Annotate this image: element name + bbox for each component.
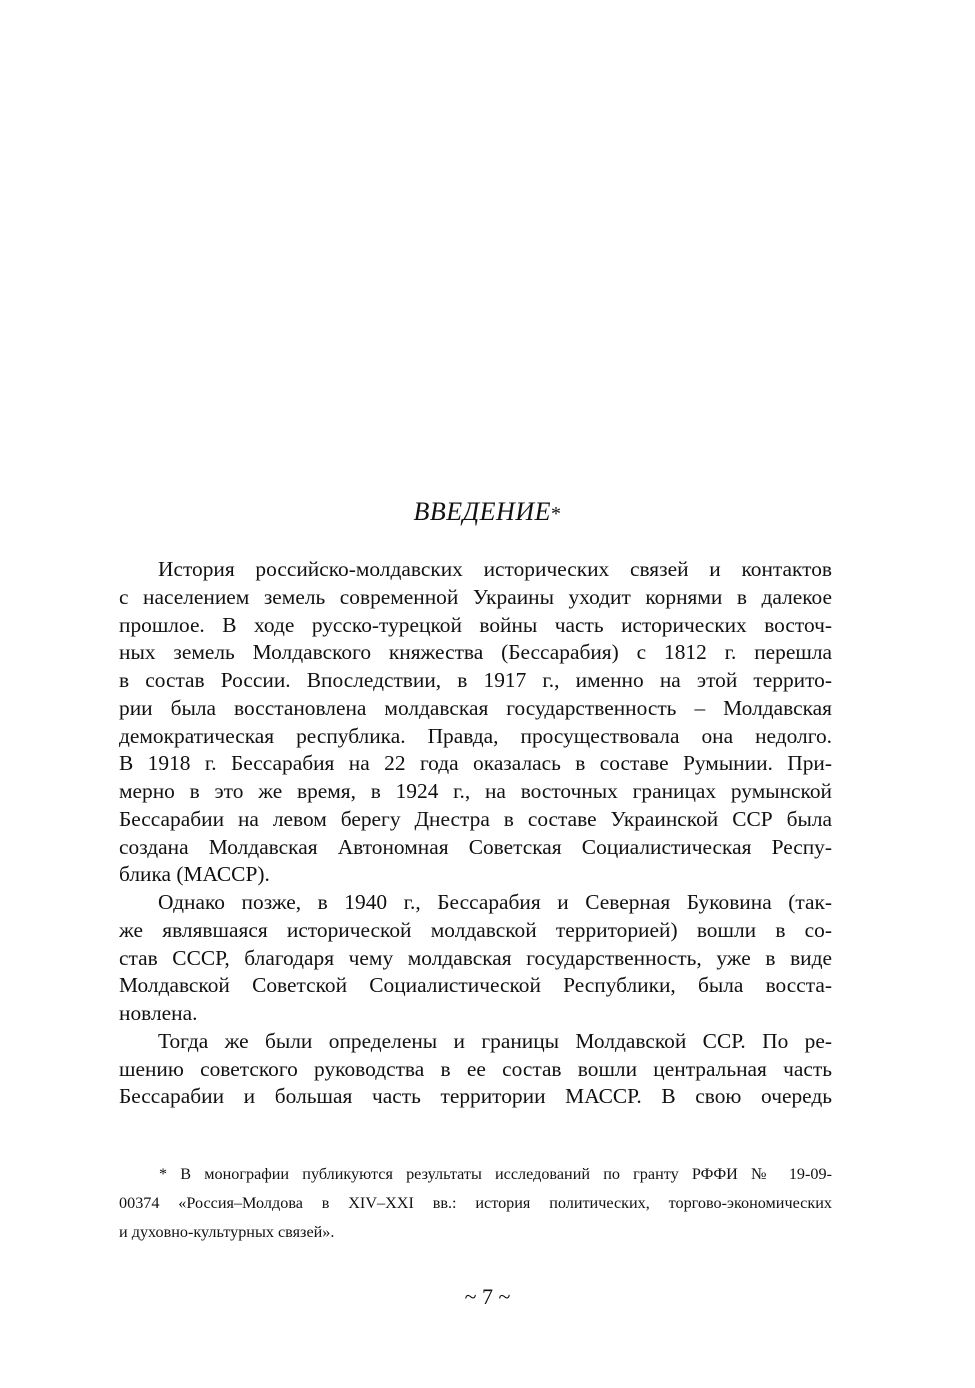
chapter-title-text: ВВЕДЕНИЕ <box>413 497 551 526</box>
body-line: Бессарабии на левом берегу Днестра в составе Украинской ССР была <box>119 806 832 831</box>
body-line: с населением земель современной Украины уходит корнями в далекое <box>119 584 832 609</box>
body-text <box>119 556 832 1111</box>
footnote <box>119 1160 832 1247</box>
body-line: Однако позже, в 1940 г., Бессарабия и Северная Буковина (так- <box>158 890 832 914</box>
body-line: Тогда же были определены и границы Молдавской ССР. По ре- <box>158 1028 832 1053</box>
body-line: ных земель Молдавского княжества (Бессарабия) с 1812 г. перешла <box>119 640 832 665</box>
body-line: История российско-молдавских исторических связей и контактов <box>158 557 832 581</box>
body-line: Молдавской Советской Социалистической Республики, была восста- <box>119 973 832 998</box>
page-number: ~ 7 ~ <box>464 1284 511 1309</box>
body-line: в состав России. Впоследствии, в 1917 г., именно на этой террито- <box>119 668 832 692</box>
body-line: В 1918 г. Бессарабия на 22 года оказалась в составе Румынии. При- <box>119 751 832 776</box>
body-line: шению советского руководства в ее состав вошли центральная часть <box>119 1056 832 1081</box>
body-line: Бессарабии и большая часть территории МАССР. В свою очередь <box>119 1084 832 1109</box>
footnote-line: 00374 «Россия–Молдова в XIV–XXI вв.: история политических, торгово-экономических <box>119 1194 832 1212</box>
body-line: же являвшаяся исторической молдавской территорией) вошли в со- <box>119 917 832 942</box>
body-line: прошлое. В ходе русско-турецкой войны часть исторических восточ- <box>119 612 832 637</box>
footnote-marker: * <box>551 503 562 525</box>
footnote-line: и духовно-культурных связей». <box>119 1223 335 1241</box>
body-line: рии была восстановлена молдавская государственность – Молдавская <box>119 695 832 720</box>
body-line: мерно в это же время, в 1924 г., на восточных границах румынской <box>119 779 832 803</box>
body-line: став СССР, благодаря чему молдавская государственность, уже в виде <box>119 945 832 970</box>
footnote-line: * В монографии публикуются результаты исследований по гранту РФФИ № 19-09- <box>159 1165 832 1183</box>
chapter-title <box>0 496 975 530</box>
body-line: новлена. <box>119 1001 198 1025</box>
body-line: создана Молдавская Автономная Советская Социалистическая Респу- <box>119 834 832 859</box>
body-line: блика (МАССР). <box>119 862 270 887</box>
body-line: демократическая республика. Правда, просуществовала она недолго. <box>119 723 832 748</box>
